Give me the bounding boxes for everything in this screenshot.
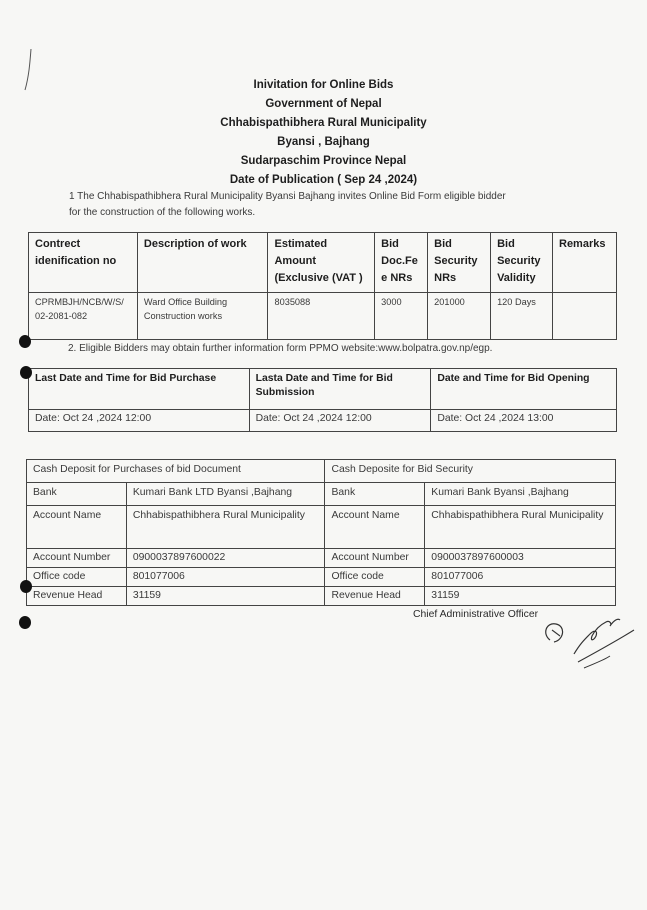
government-line: Government of Nepal [265, 98, 382, 110]
cell-contract-id: CPRMBJH/NCB/W/S/ 02-2081-082 [29, 293, 138, 340]
table-row [29, 410, 617, 432]
header-estimated-amount: Estimated Amount (Exclusive (VAT ) [268, 233, 375, 293]
intro-line-2: for the construction of the following works. [69, 207, 256, 218]
punch-hole [19, 616, 31, 629]
deposit-table [26, 459, 616, 606]
purchase-date: Date: Oct 24 ,2024 12:00 [29, 410, 250, 432]
header-bid-purchase: Last Date and Time for Bid Purchase [29, 369, 250, 410]
row-label: Account Number [27, 549, 127, 568]
header-bid-security: Bid Security NRs [428, 233, 491, 293]
header-description: Description of work [137, 233, 268, 293]
deposit-title-row [27, 460, 616, 483]
intro-paragraph [69, 189, 589, 221]
dates-table-header [29, 369, 617, 410]
works-table [28, 232, 617, 340]
table-row [27, 587, 616, 606]
municipality-line: Chhabispathibhera Rural Municipality [220, 117, 427, 129]
row-label: Account Name [325, 506, 425, 549]
bid-document-deposit-title: Cash Deposit for Purchases of bid Document [27, 460, 325, 483]
row-label: Office code [325, 568, 425, 587]
right-value: 801077006 [425, 568, 616, 587]
row-label: Revenue Head [27, 587, 127, 606]
signature [540, 610, 640, 672]
cell-bid-doc-fee: 3000 [375, 293, 428, 340]
intro-line-1: 1 The Chhabispathibhera Rural Municipality Byansi Bajhang invites Online Bid Form eligible bidder [69, 191, 506, 202]
left-value: 801077006 [126, 568, 325, 587]
row-label: Account Number [325, 549, 425, 568]
header-bid-opening: Date and Time for Bid Opening [431, 369, 617, 410]
signer-title: Chief Administrative Officer [413, 609, 539, 620]
row-label: Office code [27, 568, 127, 587]
header-bid-validity: Bid Security Validity [491, 233, 553, 293]
header-remarks: Remarks [553, 233, 617, 293]
row-label: Account Name [27, 506, 127, 549]
publication-date: Date of Publication ( Sep 24 ,2024) [229, 174, 418, 186]
dates-table [28, 368, 617, 432]
cell-bid-validity: 120 Days [491, 293, 553, 340]
row-label: Bank [27, 483, 127, 506]
location-line: Byansi , Bajhang [277, 136, 370, 148]
cell-description: Ward Office Building Construction works [137, 293, 268, 340]
header-bid-doc-fee: Bid Doc.Fe e NRs [375, 233, 428, 293]
opening-date: Date: Oct 24 ,2024 13:00 [431, 410, 617, 432]
punch-hole [20, 580, 32, 593]
table-row [27, 506, 616, 549]
notice-title: Inivitation for Online Bids [253, 79, 394, 91]
punch-hole [19, 335, 31, 348]
table-row [29, 293, 617, 340]
header-contract-id: Contrect idenification no [29, 233, 138, 293]
notice-header [0, 76, 647, 190]
punch-hole [20, 366, 32, 379]
submission-date: Date: Oct 24 ,2024 12:00 [249, 410, 431, 432]
website-note: 2. Eligible Bidders may obtain further information form PPMO website:www.bolpatra.gov.np/egp. [68, 343, 493, 354]
left-value: 0900037897600022 [126, 549, 325, 568]
table-row [27, 483, 616, 506]
right-value: 31159 [425, 587, 616, 606]
cell-remarks [553, 293, 617, 340]
right-value: Kumari Bank Byansi ,Bajhang [425, 483, 616, 506]
table-row [27, 568, 616, 587]
row-label: Revenue Head [325, 587, 425, 606]
left-value: Kumari Bank LTD Byansi ,Bajhang [126, 483, 325, 506]
right-value: 0900037897600003 [425, 549, 616, 568]
province-line: Sudarpaschim Province Nepal [240, 155, 407, 167]
row-label: Bank [325, 483, 425, 506]
right-value: Chhabispathibhera Rural Municipality [425, 506, 616, 549]
left-value: Chhabispathibhera Rural Municipality [126, 506, 325, 549]
left-value: 31159 [126, 587, 325, 606]
cell-bid-security: 201000 [428, 293, 491, 340]
header-bid-submission: Lasta Date and Time for Bid Submission [249, 369, 431, 410]
bid-security-deposit-title: Cash Deposite for Bid Security [325, 460, 616, 483]
cell-estimated-amount: 8035088 [268, 293, 375, 340]
works-table-header [29, 233, 617, 293]
table-row [27, 549, 616, 568]
